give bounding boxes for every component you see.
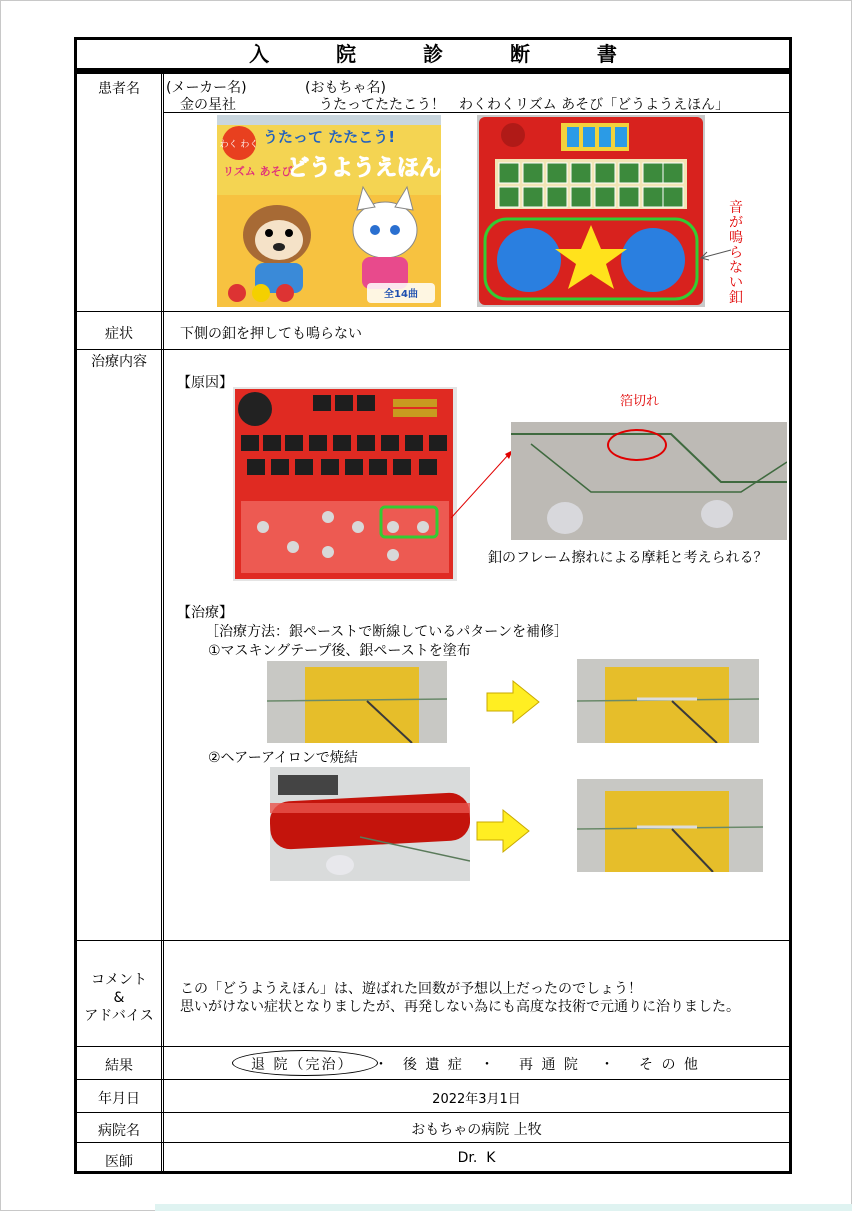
bottom-strip — [155, 1204, 852, 1211]
cover-main-title: どうようえほん — [287, 156, 441, 181]
result-option-discharged: 退 院（完治） — [251, 1057, 354, 1073]
toy-front-photo — [477, 115, 705, 307]
comment-label-line2: & — [113, 990, 125, 1006]
date-value: 2022年3月1日 — [432, 1092, 521, 1107]
doctor-value: Dr. K — [457, 1150, 496, 1166]
foil-label: 箔切れ — [620, 394, 660, 409]
pcb-drawing — [233, 387, 457, 581]
comment-label-line1: コメント — [91, 972, 147, 988]
row-divider — [77, 940, 789, 941]
cover-count: 全14曲 — [384, 289, 418, 300]
hospital-value: おもちゃの病院 上牧 — [411, 1122, 542, 1138]
row-divider — [77, 349, 789, 350]
corner-badge-text: わく わく — [219, 140, 259, 150]
cat-illustration — [353, 202, 417, 258]
step2-after-photo — [577, 779, 763, 872]
step2-before-drawing — [270, 767, 470, 881]
book-cover-photo — [217, 115, 441, 307]
step1-arrow — [485, 679, 541, 725]
toy-heading: (おもちゃ名) — [305, 80, 386, 96]
break-circle — [607, 429, 667, 461]
symptom-text: 下側の釦を押しても鳴らない — [180, 326, 362, 342]
document-title: 入 院 診 断 書 — [74, 37, 792, 71]
comment-line1: この「どうようえほん」は、遊ばれた回数が予想以上だったのでしょう！ — [180, 981, 642, 997]
doctor-label: 医師 — [105, 1154, 133, 1170]
step2-text: ②ヘアーアイロンで焼結 — [208, 750, 358, 766]
column-divider — [161, 74, 164, 1171]
date-label: 年月日 — [98, 1091, 140, 1107]
result-separator: ・ — [480, 1057, 494, 1073]
step1-before-photo — [267, 661, 447, 743]
step1-text: ①マスキングテープ後、銀ペーストを塗布 — [208, 643, 471, 659]
comment-label — [77, 971, 161, 1025]
step2-after-drawing — [577, 779, 763, 872]
toy-name: うたってたたこう！ わくわくリズム あそび「どうようえほん」 — [319, 97, 730, 113]
treatment-label: 治療内容 — [91, 354, 147, 370]
step2-before-photo — [270, 767, 470, 881]
row-divider — [77, 1046, 789, 1047]
cause-caption: 釦のフレーム擦れによる摩耗と考えられる？ — [488, 550, 768, 566]
left-button — [497, 228, 561, 292]
right-button — [621, 228, 685, 292]
diagnosis-form — [74, 71, 792, 1174]
symptom-label: 症状 — [105, 326, 133, 342]
annotation-arrow — [695, 244, 735, 264]
maker-heading: (メーカー名) — [166, 80, 247, 96]
comment-label-line3: アドバイス — [84, 1008, 154, 1024]
toy-front-drawing — [477, 115, 705, 307]
row-divider — [77, 1142, 789, 1143]
result-option-revisit: 再 通 院 — [519, 1057, 580, 1073]
step1-before-drawing — [267, 661, 447, 743]
step2-arrow — [475, 808, 531, 854]
result-separator: ・ — [600, 1057, 614, 1073]
cover-series: リズム あそび — [223, 165, 293, 178]
patient-label: 患者名 — [98, 81, 140, 97]
cure-method: ［治療方法：銀ペーストで断線しているパターンを補修］ — [205, 624, 569, 640]
pcb-photo — [233, 387, 457, 581]
fault-annotation: 音が鳴らない釦 — [729, 200, 743, 306]
result-label: 結果 — [105, 1058, 133, 1074]
book-cover-drawing — [217, 115, 441, 307]
step1-after-photo — [577, 659, 759, 743]
result-separator: ・ — [374, 1057, 388, 1073]
row-divider — [77, 311, 789, 312]
cause-heading: 【原因】 — [177, 375, 233, 391]
row-divider — [77, 1112, 789, 1113]
maker-name: 金の星社 — [180, 97, 236, 113]
zoom-arrow — [447, 446, 517, 526]
step1-after-drawing — [577, 659, 759, 743]
comment-line2: 思いがけない症状となりましたが、再発しない為にも高度な技術で元通りに治りました。 — [180, 999, 740, 1015]
result-option-other: そ の 他 — [639, 1057, 700, 1073]
cure-heading: 【治療】 — [177, 605, 233, 621]
cover-small-title: うたって たたこう! — [263, 128, 396, 146]
hospital-label: 病院名 — [98, 1123, 140, 1139]
row-divider — [77, 1079, 789, 1080]
result-option-aftereffect: 後 遺 症 — [403, 1057, 464, 1073]
